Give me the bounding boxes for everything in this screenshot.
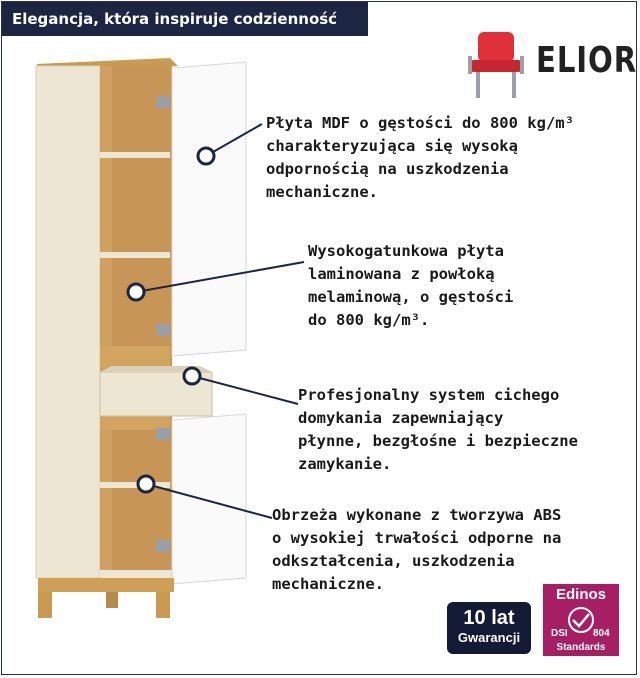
feature-line: zamykanie.: [298, 455, 392, 473]
cabinet-side-panel: [36, 66, 100, 578]
page-title: Elegancja, która inspiruje codzienność: [2, 2, 368, 36]
feature-line: do 800 kg/m³.: [308, 311, 430, 329]
upper-door: [172, 62, 246, 356]
hinge-icon: [156, 324, 170, 336]
certification-brand: Edinos: [555, 586, 606, 603]
certification-badge: [543, 584, 619, 656]
feature-line: płynne, bezgłośne i bezpieczne: [298, 432, 578, 450]
warranty-years: 10 lat: [463, 607, 515, 629]
feature-line: o wysokiej trwałości odporne na: [272, 529, 562, 547]
feature-line: Obrzeża wykonane z tworzywa ABS: [272, 506, 562, 524]
feature-line: Wysokogatunkowa płyta: [308, 242, 504, 260]
feature-line: odkształcenia, uszkodzenia: [272, 552, 515, 570]
hinge-icon: [156, 540, 170, 552]
certification-code-left: DSI: [551, 628, 568, 639]
certification-label: Standards: [556, 642, 606, 653]
feature-line: domykania zapewniający: [298, 409, 504, 427]
warranty-label: Gwarancji: [457, 630, 521, 645]
feature-note-soft-close: [298, 384, 578, 476]
shelf: [100, 252, 170, 258]
feature-note-laminate: [308, 240, 513, 332]
feature-note-abs-edges: [272, 504, 561, 596]
feature-line: Płyta MDF o gęstości do 800 kg/m³: [266, 114, 574, 132]
marker-icon: [128, 284, 144, 300]
feature-note-mdf: [266, 112, 574, 204]
marker-icon: [138, 476, 154, 492]
feature-line: charakteryzująca się wysoką: [266, 137, 518, 155]
feature-line: odpornością na uszkodzenia: [266, 160, 509, 178]
lower-door: [172, 414, 246, 584]
hinge-icon: [156, 96, 170, 108]
certification-seal-icon: [543, 606, 619, 640]
marker-icon: [184, 368, 200, 384]
feature-line: mechaniczne.: [272, 575, 384, 593]
hinge-icon: [156, 428, 170, 440]
certification-code-right: 804: [593, 628, 610, 639]
feature-line: laminowana z powłoką: [308, 265, 495, 283]
feature-line: mechaniczne.: [266, 183, 378, 201]
feature-line: melaminową, o gęstości: [308, 288, 514, 306]
shelf: [100, 346, 170, 368]
feature-line: Profesjonalny system cichego: [298, 386, 560, 404]
marker-icon: [198, 148, 214, 164]
shelf: [100, 152, 170, 158]
warranty-badge: [447, 602, 531, 654]
brand-name: ELIOR: [536, 40, 638, 81]
